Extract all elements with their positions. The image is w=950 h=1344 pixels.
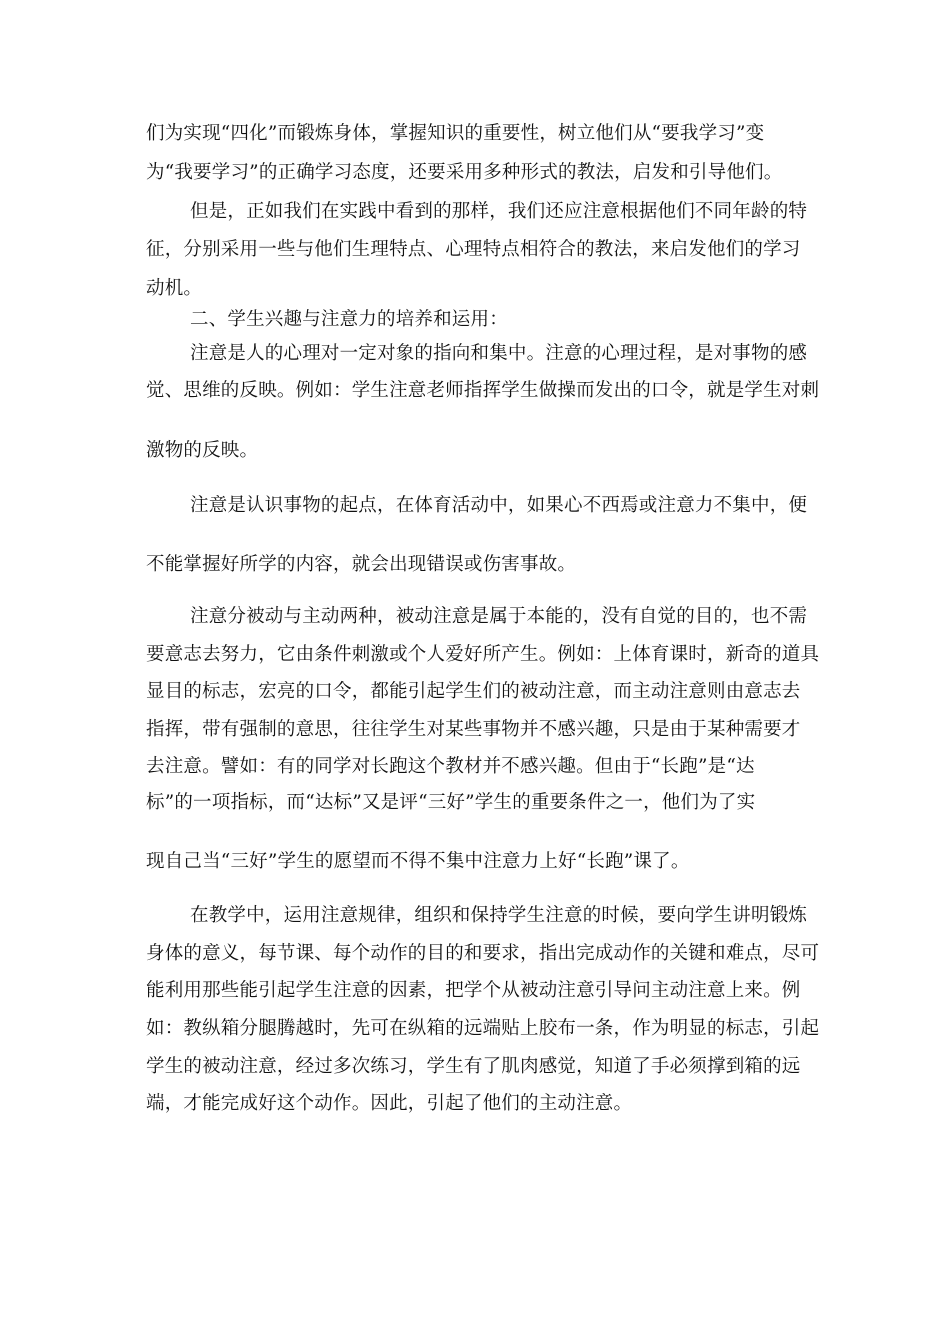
text-line: 学生的被动注意，经过多次练习，学生有了肌肉感觉，知道了手必须撑到箱的远	[146, 1056, 801, 1077]
text-line: 在教学中，运用注意规律，组织和保持学生注意的时候，要向学生讲明锻炼	[190, 905, 808, 926]
text-line: 如：教纵箱分腿腾越时，先可在纵箱的远端贴上胶布一条，作为明显的标志，引起	[146, 1018, 820, 1039]
text-line: 注意分被动与主动两种，被动注意是属于本能的，没有自觉的目的，也不需	[190, 606, 808, 627]
text-line: 端，才能完成好这个动作。因此，引起了他们的主动注意。	[146, 1093, 633, 1114]
text-line: 要意志去努力，它由条件刺激或个人爱好所产生。例如：上体育课时，新奇的道具	[146, 644, 820, 665]
text-line: 激物的反映。	[146, 440, 259, 461]
text-line: 们为实现“四化”而锻炼身体，掌握知识的重要性，树立他们从“要我学习”变	[146, 123, 765, 144]
text-line: 但是，正如我们在实践中看到的那样，我们还应注意根据他们不同年龄的特	[190, 201, 808, 222]
text-line: 注意是认识事物的起点，在体育活动中，如果心不西焉或注意力不集中，便	[190, 495, 808, 516]
text-line: 注意是人的心理对一定对象的指向和集中。注意的心理过程，是对事物的感	[190, 343, 808, 364]
text-line: 显目的标志，宏亮的口令，都能引起学生们的被动注意，而主动注意则由意志去	[146, 681, 801, 702]
text-line: 动机。	[146, 278, 203, 299]
text-line: 身体的意义，每节课、每个动作的目的和要求，指出完成动作的关键和难点，尽可	[146, 943, 820, 964]
text-line: 能利用那些能引起学生注意的因素，把学个从被动注意引导问主动注意上来。例	[146, 980, 801, 1001]
text-line: 为“我要学习”的正确学习态度，还要采用多种形式的教法，启发和引导他们。	[146, 162, 783, 183]
text-line: 觉、思维的反映。例如：学生注意老师指挥学生做操而发出的口令，就是学生对刺	[146, 380, 820, 401]
document-page	[146, 0, 820, 1344]
text-line: 指挥，带有强制的意思，往往学生对某些事物并不感兴趣，只是由于某种需要才	[146, 719, 801, 740]
text-line: 现自己当“三好”学生的愿望而不得不集中注意力上好“长跑”课了。	[146, 851, 690, 872]
text-line: 去注意。譬如：有的同学对长跑这个教材并不感兴趣。但由于“长跑”是“达	[146, 756, 755, 777]
text-line: 征，分别采用一些与他们生理特点、心理特点相符合的教法，来启发他们的学习	[146, 239, 801, 260]
section-heading: 二、学生兴趣与注意力的培养和运用：	[190, 309, 508, 330]
text-line: 标”的一项指标，而“达标”又是评“三好”学生的重要条件之一，他们为了实	[146, 792, 756, 813]
text-line: 不能掌握好所学的内容，就会出现错误或伤害事故。	[146, 554, 577, 575]
